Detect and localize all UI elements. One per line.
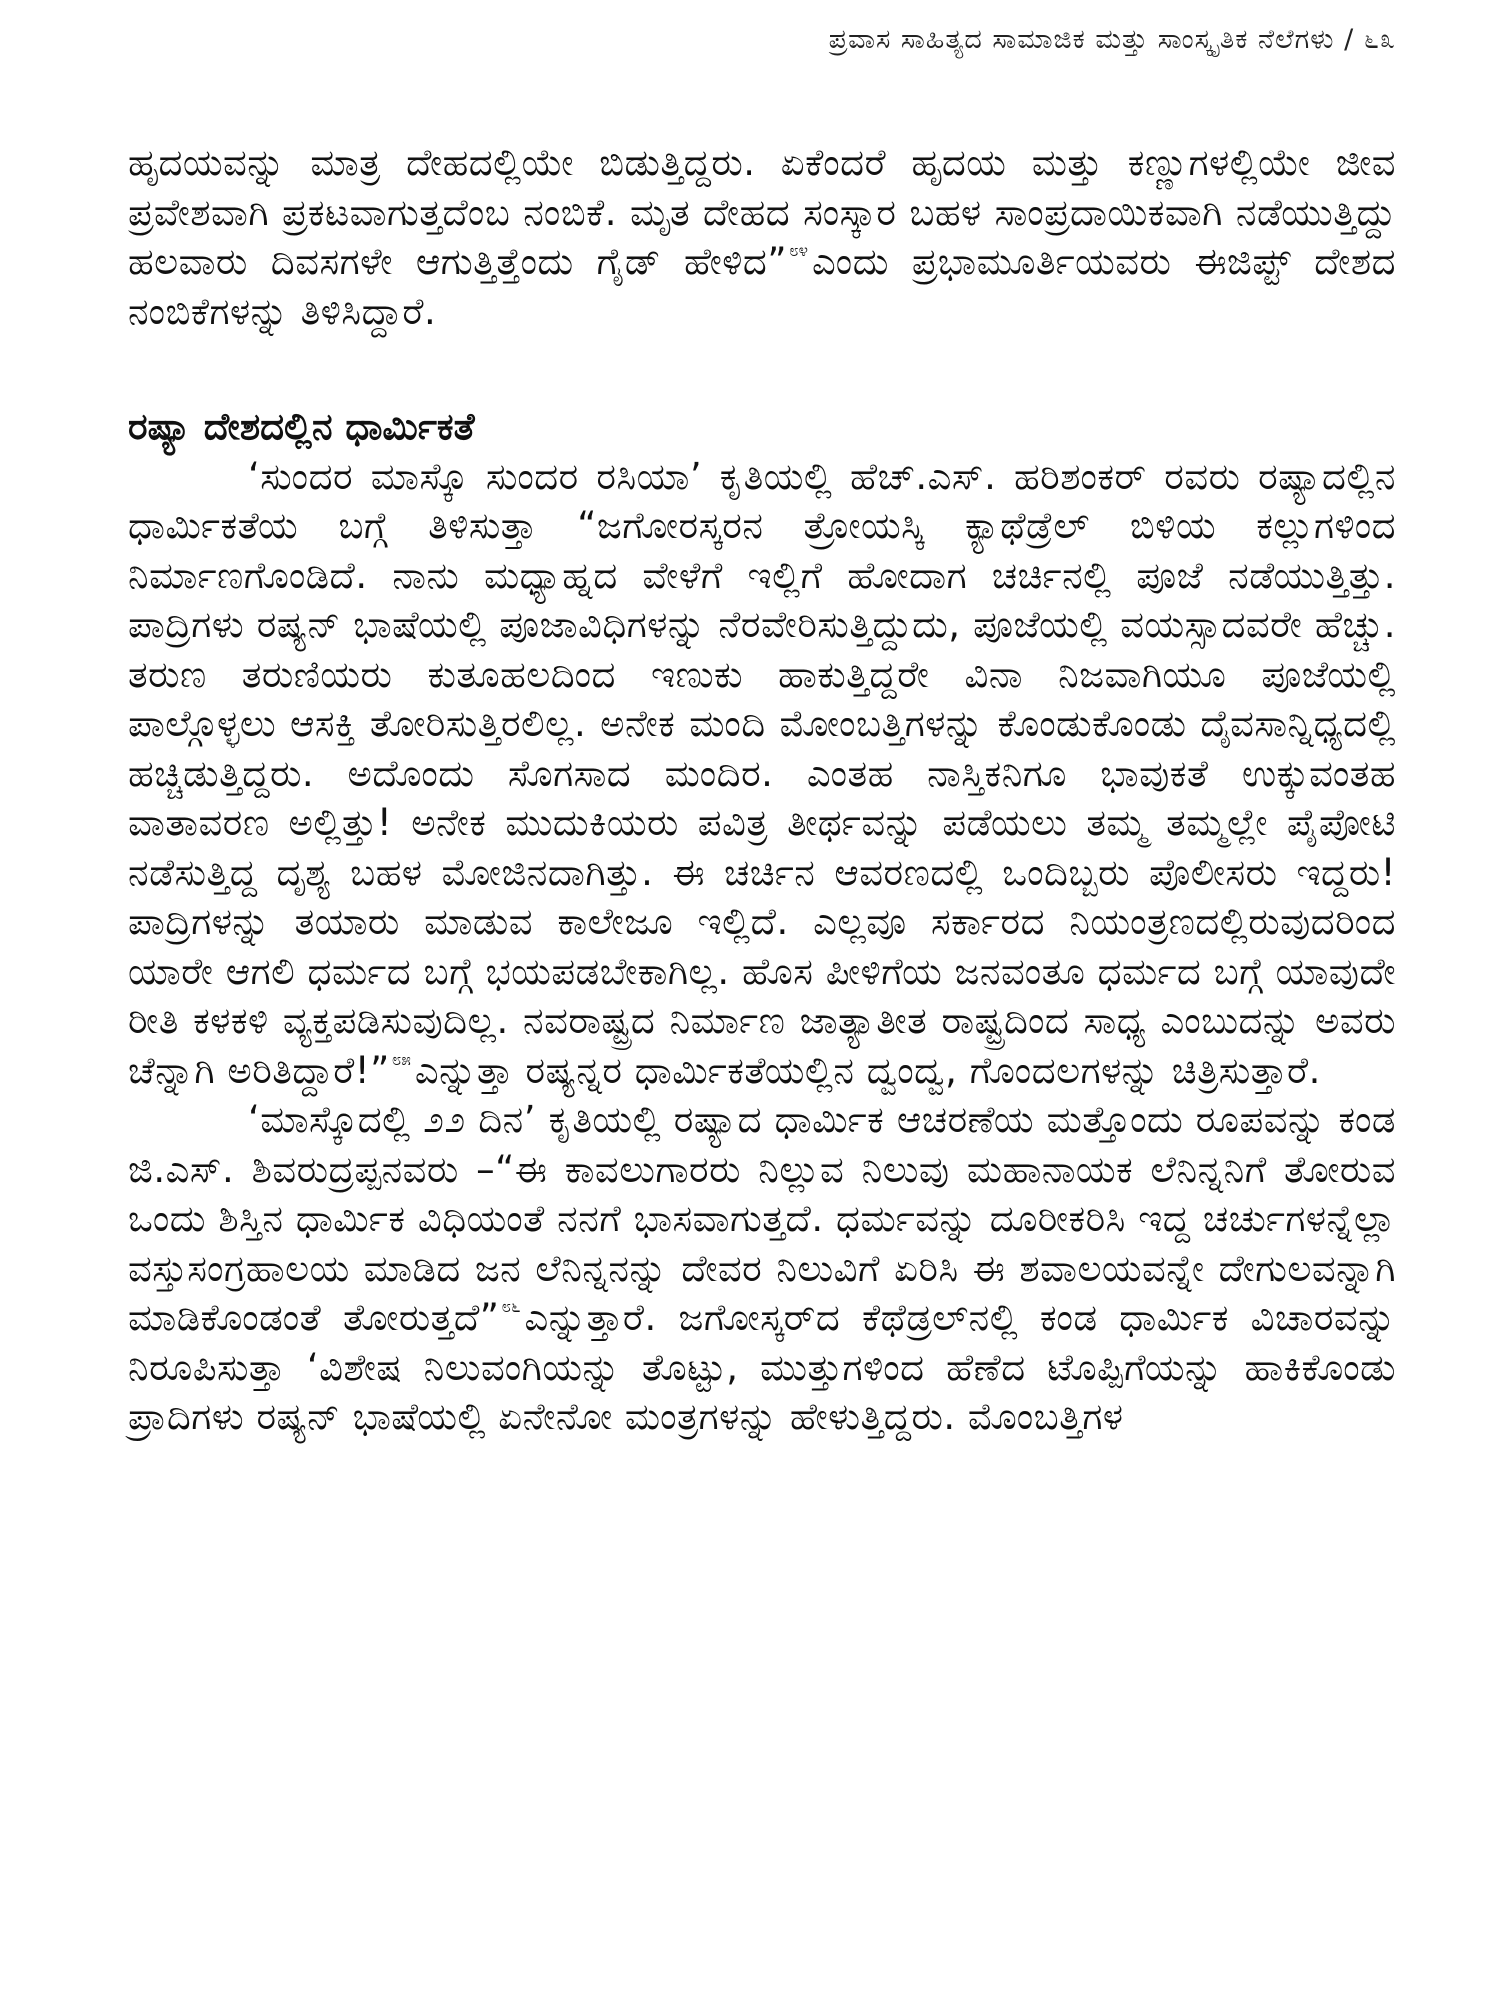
document-page bbox=[128, 18, 1396, 1978]
paragraph-text: ಎಂದು ಪ್ರಭಾಮೂರ್ತಿಯವರು ಈಜಿಪ್ಟ್ ದೇಶದ ನಂಬಿಕೆಗಳನ್ನು ತಿಳಿಸಿದ್ದಾರೆ. bbox=[128, 240, 1396, 333]
running-header: ಪ್ರವಾಸ ಸಾಹಿತ್ಯದ ಸಾಮಾಜಿಕ ಮತ್ತು ಸಾಂಸ್ಕೃತಿಕ ನೆಲೆಗಳು / ೬೩ bbox=[828, 24, 1396, 55]
paragraph-shivarudrappa-quote bbox=[128, 1095, 1396, 1442]
paragraph-egypt-beliefs bbox=[128, 138, 1396, 336]
footnote-marker: ೮೫ bbox=[391, 1049, 411, 1070]
paragraph-text: ‘ಮಾಸ್ಕೊದಲ್ಲಿ ೨೨ ದಿನ’ ಕೃತಿಯಲ್ಲಿ ರಷ್ಯಾದ ಧಾರ್ಮಿಕ ಆಚರಣೆಯ ಮತ್ತೊಂದು ರೂಪವನ್ನು ಕಂಡ ಜಿ.ಎಸ್. ಶಿವರುದ್ರಪ್ಪನವರು –“ಈ ಕಾವಲುಗಾರರು ನಿಲ್ಲುವ ನಿಲುವು ಮಹಾನಾಯಕ ಲೆನಿನ್ನನಿಗೆ ತೋರುವ ಒಂದು ಶಿಸ್ತಿನ ಧಾರ್ಮಿಕ ವಿಧಿಯಂತೆ ನನಗೆ ಭಾಸವಾಗುತ್ತದೆ. ಧರ್ಮವನ್ನು ದೂರೀಕರಿಸಿ ಇದ್ದ ಚರ್ಚುಗಳನ್ನೆಲ್ಲಾ ವಸ್ತುಸಂಗ್ರಹಾಲಯ ಮಾಡಿದ ಜನ ಲೆನಿನ್ನನನ್ನು ದೇವರ ನಿಲುವಿಗೆ ಏರಿಸಿ ಈ ಶವಾಲಯವನ್ನೇ ದೇಗುಲವನ್ನಾಗಿ ಮಾಡಿಕೊಂಡಂತೆ ತೋರುತ್ತದೆ” bbox=[128, 1098, 1396, 1339]
footnote-marker: ೮೬ bbox=[501, 1297, 521, 1317]
footnote-marker: ೮೪ bbox=[789, 241, 809, 261]
paragraph-text: ‘ಸುಂದರ ಮಾಸ್ಕೊ ಸುಂದರ ರಸಿಯಾ’ ಕೃತಿಯಲ್ಲಿ ಹೆಚ್.ಎಸ್. ಹರಿಶಂಕರ್ ರವರು ರಷ್ಯಾದಲ್ಲಿನ ಧಾರ್ಮಿಕತೆಯ ಬಗ್ಗೆ ತಿಳಿಸುತ್ತಾ “ಜಗೋರಸ್ಕರನ ತ್ರೋಯಸ್ಕಿ ಕ್ಯಾಥೆಡ್ರೆಲ್ ಬಿಳಿಯ ಕಲ್ಲುಗಳಿಂದ ನಿರ್ಮಾಣಗೊಂಡಿದೆ. ನಾನು ಮಧ್ಯಾಹ್ನದ ವೇಳೆಗೆ ಇಲ್ಲಿಗೆ ಹೋದಾಗ ಚರ್ಚಿನಲ್ಲಿ ಪೂಜೆ ನಡೆಯುತ್ತಿತ್ತು. ಪಾದ್ರಿಗಳು ರಷ್ಯನ್ ಭಾಷೆಯಲ್ಲಿ ಪೂಜಾವಿಧಿಗಳನ್ನು ನೆರವೇರಿಸುತ್ತಿದ್ದುದು, ಪೂಜೆಯಲ್ಲಿ ವಯಸ್ಸಾದವರೇ ಹೆಚ್ಚು. ತರುಣ ತರುಣಿಯರು ಕುತೂಹಲದಿಂದ ಇಣುಕು ಹಾಕುತ್ತಿದ್ದರೇ ವಿನಾ ನಿಜವಾಗಿಯೂ ಪೂಜೆಯಲ್ಲಿ ಪಾಲ್ಗೊಳ್ಳಲು ಆಸಕ್ತಿ ತೋರಿಸುತ್ತಿರಲಿಲ್ಲ. ಅನೇಕ ಮಂದಿ ಮೋಂಬತ್ತಿಗಳನ್ನು ಕೊಂಡುಕೊಂಡು ದೈವಸಾನ್ನಿಧ್ಯದಲ್ಲಿ ಹಚ್ಚಿಡುತ್ತಿದ್ದರು. ಅದೊಂದು ಸೊಗಸಾದ ಮಂದಿರ. ಎಂತಹ ನಾಸ್ತಿಕನಿಗೂ ಭಾವುಕತೆ ಉಕ್ಕುವಂತಹ ವಾತಾವರಣ ಅಲ್ಲಿತ್ತು! ಅನೇಕ ಮುದುಕಿಯರು ಪವಿತ್ರ ತೀರ್ಥವನ್ನು ಪಡೆಯಲು ತಮ್ಮ ತಮ್ಮಲ್ಲೇ ಪೈಪೋಟಿ ನಡೆಸುತ್ತಿದ್ದ ದೃಶ್ಯ ಬಹಳ ಮೋಜಿನದಾಗಿತ್ತು. ಈ ಚರ್ಚಿನ ಆವರಣದಲ್ಲಿ ಒಂದಿಬ್ಬರು ಪೊಲೀಸರು ಇದ್ದರು! ಪಾದ್ರಿಗಳನ್ನು ತಯಾರು ಮಾಡುವ ಕಾಲೇಜೂ ಇಲ್ಲಿದೆ. ಎಲ್ಲವೂ ಸರ್ಕಾರದ ನಿಯಂತ್ರಣದಲ್ಲಿರುವುದರಿಂದ ಯಾರೇ ಆಗಲಿ ಧರ್ಮದ ಬಗ್ಗೆ ಭಯಪಡಬೇಕಾಗಿಲ್ಲ. ಹೊಸ ಪೀಳಿಗೆಯ ಜನವಂತೂ ಧರ್ಮದ ಬಗ್ಗೆ ಯಾವುದೇ ರೀತಿ ಕಳಕಳಿ ವ್ಯಕ್ತಪಡಿಸುವುದಿಲ್ಲ. ನವರಾಷ್ಟ್ರದ ನಿರ್ಮಾಣ ಜಾತ್ಯಾತೀತ ರಾಷ್ಟ್ರದಿಂದ ಸಾಧ್ಯ ಎಂಬುದನ್ನು ಅವರು ಚೆನ್ನಾಗಿ ಅರಿತಿದ್ದಾರೆ!” bbox=[128, 454, 1396, 1092]
paragraph-harishankar-quote bbox=[128, 452, 1396, 1096]
page-body bbox=[128, 138, 1396, 1442]
paragraph-text: ಎನ್ನುತ್ತಾರೆ. ಜಗೋಸ್ಕರ್‌ದ ಕೆಥೆಡ್ರಲ್‌ನಲ್ಲಿ ಕಂಡ ಧಾರ್ಮಿಕ ವಿಚಾರವನ್ನು ನಿರೂಪಿಸುತ್ತಾ ‘ವಿಶೇಷ ನಿಲುವಂಗಿಯನ್ನು ತೊಟ್ಟು, ಮುತ್ತುಗಳಿಂದ ಹೆಣೆದ ಟೊಪ್ಪಿಗೆಯನ್ನು ಹಾಕಿಕೊಂಡು ಪ್ರಾದಿಗಳು ರಷ್ಯನ್ ಭಾಷೆಯಲ್ಲಿ ಏನೇನೋ ಮಂತ್ರಗಳನ್ನು ಹೇಳುತ್ತಿದ್ದರು. ಮೊಂಬತ್ತಿಗಳ bbox=[128, 1296, 1396, 1438]
paragraph-text: ಎನ್ನುತ್ತಾ ರಷ್ಯನ್ನರ ಧಾರ್ಮಿಕತೆಯಲ್ಲಿನ ದ್ವಂದ್ವ, ಗೊಂದಲಗಳನ್ನು ಚಿತ್ರಿಸುತ್ತಾರೆ. bbox=[414, 1048, 1321, 1092]
section-heading: ರಷ್ಯಾ ದೇಶದಲ್ಲಿನ ಧಾರ್ಮಿಕತೆ bbox=[128, 405, 475, 448]
paragraph-text: ಹೃದಯವನ್ನು ಮಾತ್ರ ದೇಹದಲ್ಲಿಯೇ ಬಿಡುತ್ತಿದ್ದರು. ಏಕೆಂದರೆ ಹೃದಯ ಮತ್ತು ಕಣ್ಣುಗಳಲ್ಲಿಯೇ ಜೀವ ಪ್ರವೇಶವಾಗಿ ಪ್ರಕಟವಾಗುತ್ತದೆಂಬ ನಂಬಿಕೆ. ಮೃತ ದೇಹದ ಸಂಸ್ಕಾರ ಬಹಳ ಸಾಂಪ್ರದಾಯಿಕವಾಗಿ ನಡೆಯುತ್ತಿದ್ದು ಹಲವಾರು ದಿವಸಗಳೇ ಆಗುತ್ತಿತ್ತೆಂದು ಗೈಡ್ ಹೇಳಿದ” bbox=[128, 141, 1396, 283]
